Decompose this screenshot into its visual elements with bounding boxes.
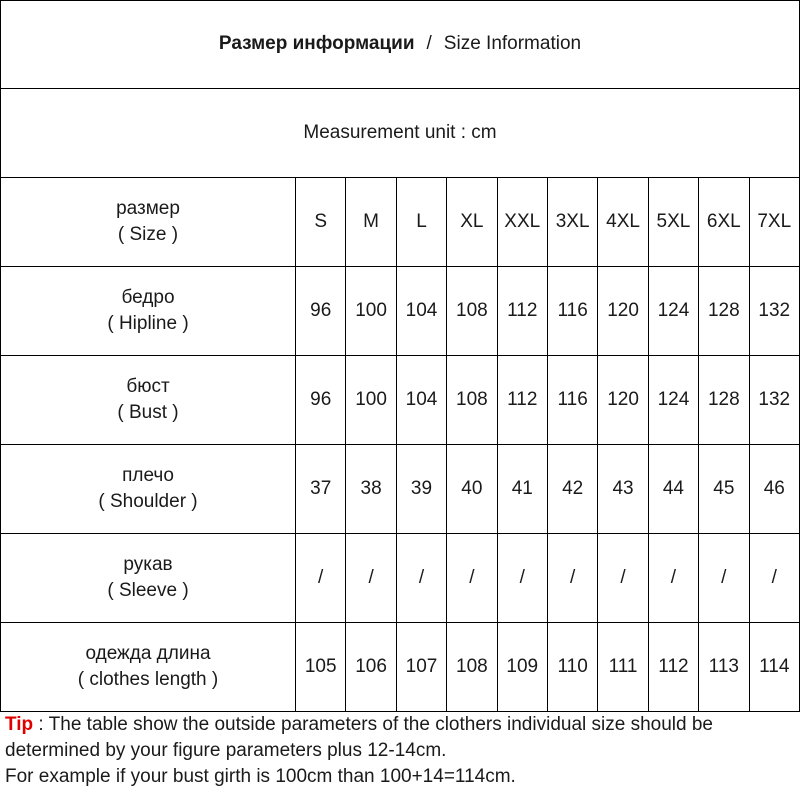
- table-cell: 42: [547, 445, 597, 534]
- table-cell: /: [497, 534, 547, 623]
- table-cell: /: [699, 534, 749, 623]
- table-cell: 128: [699, 356, 749, 445]
- table-row: [1, 267, 800, 356]
- row-label-russian: бюст: [126, 376, 170, 397]
- table-cell: 5XL: [648, 178, 698, 267]
- table-cell: 96: [296, 356, 346, 445]
- table-cell: 100: [346, 356, 396, 445]
- table-cell: /: [547, 534, 597, 623]
- table-cell: 124: [648, 267, 698, 356]
- table-cell: 113: [699, 623, 749, 712]
- table-cell: 112: [648, 623, 698, 712]
- row-label: [1, 178, 296, 267]
- table-cell: 38: [346, 445, 396, 534]
- table-cell: 114: [749, 623, 799, 712]
- table-cell: 46: [749, 445, 799, 534]
- tip-text-line2: For example if your bust girth is 100cm than 100+14=114cm.: [5, 766, 516, 787]
- table-cell: 107: [396, 623, 446, 712]
- row-label-russian: одежда длина: [85, 643, 211, 664]
- size-chart-title: [0, 0, 800, 89]
- table-cell: /: [396, 534, 446, 623]
- table-cell: /: [447, 534, 497, 623]
- table-cell: 105: [296, 623, 346, 712]
- row-label: [1, 534, 296, 623]
- table-cell: /: [598, 534, 648, 623]
- table-cell: 4XL: [598, 178, 648, 267]
- tip-note: [5, 712, 797, 790]
- row-label: [1, 356, 296, 445]
- table-cell: 106: [346, 623, 396, 712]
- table-cell: 108: [447, 356, 497, 445]
- row-label: [1, 623, 296, 712]
- table-cell: /: [296, 534, 346, 623]
- table-cell: XL: [447, 178, 497, 267]
- row-label-english: ( clothes length ): [77, 669, 219, 690]
- table-cell: 109: [497, 623, 547, 712]
- table-cell: 6XL: [699, 178, 749, 267]
- table-cell: 37: [296, 445, 346, 534]
- table-row: [1, 178, 800, 267]
- measurement-unit: Measurement unit : cm: [0, 89, 800, 178]
- table-cell: 112: [497, 267, 547, 356]
- table-cell: 132: [749, 267, 799, 356]
- table-row: [1, 623, 800, 712]
- table-cell: 108: [447, 267, 497, 356]
- table-cell: 100: [346, 267, 396, 356]
- row-label-english: ( Size ): [117, 224, 179, 245]
- title-russian: Размер информации: [218, 33, 415, 54]
- row-label-english: ( Bust ): [117, 402, 179, 423]
- table-cell: 128: [699, 267, 749, 356]
- table-cell: 108: [447, 623, 497, 712]
- table-cell: 132: [749, 356, 799, 445]
- table-cell: XXL: [497, 178, 547, 267]
- table-cell: 43: [598, 445, 648, 534]
- table-cell: 116: [547, 267, 597, 356]
- table-cell: 41: [497, 445, 547, 534]
- table-cell: S: [296, 178, 346, 267]
- table-row: [1, 356, 800, 445]
- row-label-russian: плечо: [122, 465, 174, 486]
- table-cell: /: [346, 534, 396, 623]
- row-label-russian: размер: [116, 198, 180, 219]
- table-cell: /: [749, 534, 799, 623]
- table-cell: 39: [396, 445, 446, 534]
- row-label-english: ( Shoulder ): [98, 491, 198, 512]
- table-cell: 110: [547, 623, 597, 712]
- row-label-russian: рукав: [123, 554, 173, 575]
- row-label-english: ( Hipline ): [107, 313, 189, 334]
- table-cell: M: [346, 178, 396, 267]
- table-cell: 7XL: [749, 178, 799, 267]
- table-cell: 45: [699, 445, 749, 534]
- table-cell: 104: [396, 356, 446, 445]
- row-label: [1, 445, 296, 534]
- title-separator: /: [426, 33, 432, 54]
- table-cell: 104: [396, 267, 446, 356]
- table-cell: /: [648, 534, 698, 623]
- row-label-russian: бедро: [121, 287, 175, 308]
- size-table: [0, 178, 800, 712]
- table-cell: 120: [598, 267, 648, 356]
- row-label: [1, 267, 296, 356]
- row-label-english: ( Sleeve ): [107, 580, 189, 601]
- title-english: Size Information: [443, 33, 582, 54]
- table-cell: 111: [598, 623, 648, 712]
- table-cell: 96: [296, 267, 346, 356]
- table-cell: L: [396, 178, 446, 267]
- table-cell: 40: [447, 445, 497, 534]
- table-cell: 44: [648, 445, 698, 534]
- table-row: [1, 534, 800, 623]
- table-cell: 3XL: [547, 178, 597, 267]
- table-cell: 124: [648, 356, 698, 445]
- table-row: [1, 445, 800, 534]
- table-cell: 120: [598, 356, 648, 445]
- tip-text-line1: : The table show the outside parameters of the clothers individual size should be determined by your figure parameters plus 12-14cm.: [5, 714, 713, 761]
- table-cell: 116: [547, 356, 597, 445]
- tip-label: Tip: [5, 714, 34, 735]
- table-cell: 112: [497, 356, 547, 445]
